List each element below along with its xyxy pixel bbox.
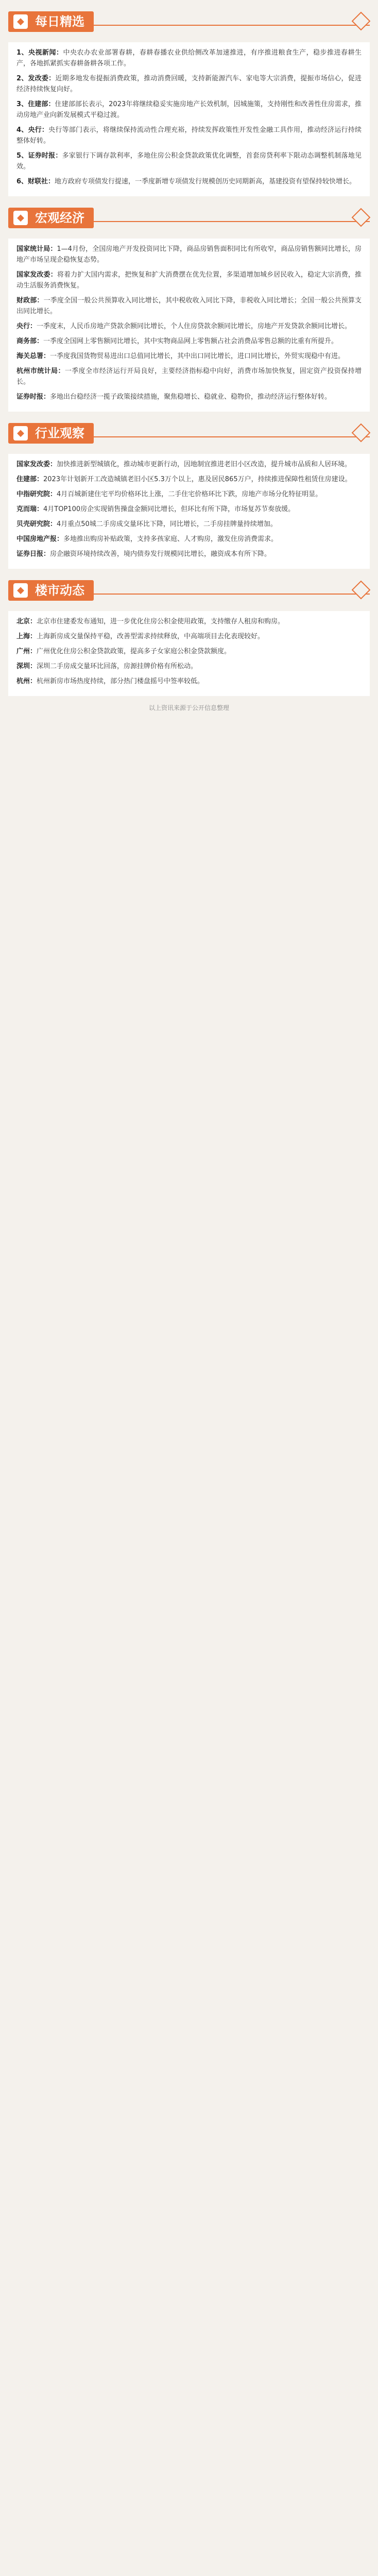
news-item: [16, 244, 362, 265]
news-source-label: 海关总署：: [16, 352, 50, 360]
news-item: [16, 351, 362, 362]
news-item: [16, 366, 362, 387]
news-text: 加快推进新型城镇化，推动城市更新行动，因地制宜推进老旧小区改造，提升城市品质和人居环境。: [57, 461, 352, 468]
news-text: 一季度我国货物贸易进出口总值同比增长，其中出口同比增长，进口同比增长，外贸实现稳中有进。: [50, 352, 345, 360]
news-item: [16, 392, 362, 402]
news-text: 1—4月份，全国房地产开发投资同比下降，商品房销售面积同比有所收窄，商品房销售额同比增长，房地产市场呈现企稳恢复态势。: [16, 245, 362, 264]
news-text: 上海新房成交量保持平稳，改善型需求持续释放，中高端项目去化表现较好。: [37, 633, 265, 640]
news-item: [16, 549, 362, 560]
section-title: [8, 11, 94, 32]
news-source-label: 北京：: [16, 618, 37, 625]
section-title: [8, 208, 94, 228]
news-source-label: 国家统计局：: [16, 245, 57, 253]
news-source-label: 证券日报：: [16, 550, 50, 558]
news-text: 广州优化住房公积金贷款政策，提高多子女家庭公积金贷款额度。: [37, 648, 231, 655]
news-item: [16, 150, 362, 172]
news-text: 北京市住建委发布通知，进一步优化住房公积金使用政策，支持缴存人租房和购房。: [37, 618, 285, 625]
news-source-label: 杭州：: [16, 677, 37, 685]
section-title: [8, 580, 94, 601]
news-item: [16, 661, 362, 672]
footer-note: 以上资讯来源于公开信息整理: [148, 704, 229, 711]
news-item: [16, 321, 362, 332]
news-item: [16, 646, 362, 657]
news-item: [16, 73, 362, 95]
news-item: [16, 99, 362, 121]
news-text: 房企融资环境持续改善，境内债券发行规模同比增长，融资成本有所下降。: [50, 550, 271, 558]
section-title-text: 每日精选: [35, 14, 84, 29]
news-source-label: 杭州市统计局：: [16, 367, 65, 375]
news-text: 地方政府专项债发行提速，一季度新增专项债发行规模创历史同期新高，基建投资有望保持较快增长。: [55, 178, 356, 185]
news-text: 多地出台稳经济一揽子政策接续措施，聚焦稳增长、稳就业、稳物价，推动经济运行整体好转。: [50, 393, 332, 401]
news-item: [16, 504, 362, 515]
content-area: [0, 9, 378, 712]
industry-icon: ◆: [13, 426, 28, 440]
news-item: [16, 676, 362, 687]
news-text: 中央农办农业部署春耕，春耕春播农业供给侧改革加速推进，有序推进粮食生产，稳步推进春耕生产，各地抓紧抓实春耕备耕各项工作。: [16, 49, 362, 67]
news-text: 央行等部门表示，将继续保持流动性合理充裕，持续发挥政策性开发性金融工具作用，推动经济运行持续整体好转。: [16, 126, 362, 145]
diamond-icon: [352, 12, 371, 31]
news-source-label: 4、央行：: [16, 126, 49, 134]
news-source-label: 央行：: [16, 323, 37, 330]
news-source-label: 5、证券时报：: [16, 152, 62, 160]
news-item: [16, 474, 362, 485]
news-source-label: 2、发改委：: [16, 75, 56, 82]
news-item: [16, 336, 362, 347]
news-source-label: 中指研究院：: [16, 490, 57, 498]
news-source-label: 3、住建部：: [16, 100, 55, 108]
news-source-label: 深圳：: [16, 663, 37, 670]
property-icon: ◆: [13, 583, 28, 598]
news-text: 住建部部长表示，2023年将继续稳妥实施房地产长效机制，因城施策，支持刚性和改善性住房需求，推动房地产业向新发展模式平稳过渡。: [16, 100, 362, 119]
news-item: [16, 519, 362, 530]
news-source-label: 1、央视新闻：: [16, 49, 63, 57]
section-body: [8, 239, 370, 412]
news-text: 一季度全国网上零售额同比增长，其中实物商品网上零售额占社会消费品零售总额的比重有所提升。: [43, 337, 338, 345]
news-item: [16, 295, 362, 317]
news-item: [16, 631, 362, 642]
diamond-icon: [352, 423, 371, 443]
section-title: [8, 423, 94, 444]
news-item: [16, 459, 362, 470]
news-text: 4月百城新建住宅平均价格环比上涨，二手住宅价格环比下跌，房地产市场分化特征明显。: [57, 490, 322, 498]
news-source-label: 证券时报：: [16, 393, 50, 401]
news-text: 一季度全国一般公共预算收入同比增长，其中税收收入同比下降，非税收入同比增长；全国一般公共预算支出同比增长。: [16, 297, 362, 315]
section-body: [8, 42, 370, 196]
news-text: 深圳二手房成交量环比回落，房源挂牌价格有所松动。: [37, 663, 198, 670]
news-source-label: 上海：: [16, 633, 37, 640]
news-text: 4月重点50城二手房成交量环比下降，同比增长，二手房挂牌量持续增加。: [57, 520, 277, 528]
news-text: 近期多地发布提振消费政策，推动消费回暖，支持新能源汽车、家电等大宗消费，提振市场信心，促进经济持续恢复向好。: [16, 75, 362, 93]
news-source-label: 国家发改委：: [16, 461, 57, 468]
section-header: [8, 421, 370, 448]
news-text: 将着力扩大国内需求，把恢复和扩大消费摆在优先位置，多渠道增加城乡居民收入，稳定大宗消费，推动生活服务消费恢复。: [16, 271, 362, 290]
news-source-label: 广州：: [16, 648, 37, 655]
news-item: [16, 176, 362, 187]
daily-icon: ◆: [13, 14, 28, 29]
section-title-text: 行业观察: [35, 426, 84, 440]
news-source-label: 财政部：: [16, 297, 44, 304]
news-text: 多家银行下调存款利率，多地住房公积金贷款政策优化调整，首套房贷利率下限动态调整机制落地见效。: [16, 152, 362, 171]
news-item: [16, 534, 362, 545]
news-source-label: 贝壳研究院：: [16, 520, 57, 528]
news-source-label: 商务部：: [16, 337, 44, 345]
news-text: 多地推出购房补贴政策，支持多孩家庭、人才购房，激发住房消费需求。: [63, 535, 278, 543]
news-item: [16, 269, 362, 291]
section-body: [8, 454, 370, 569]
news-item: [16, 616, 362, 627]
diamond-icon: [352, 581, 371, 600]
news-source-label: 中国房地产报：: [16, 535, 64, 543]
news-source-label: 克而瑞：: [16, 505, 44, 513]
section-title-text: 宏观经济: [35, 211, 84, 225]
news-text: 杭州新房市场热度持续，部分热门楼盘摇号中签率较低。: [37, 677, 204, 685]
news-item: [16, 489, 362, 500]
news-text: 2023年计划新开工改造城镇老旧小区5.3万个以上，惠及居民865万户，持续推进保障性租赁住房建设。: [43, 476, 352, 483]
news-source-label: 国家发改委：: [16, 271, 57, 279]
macro-icon: ◆: [13, 211, 28, 225]
section-header: [8, 206, 370, 232]
news-text: 4月TOP100房企实现销售操盘金额同比增长，但环比有所下降，市场复苏节奏放缓。: [43, 505, 295, 513]
news-source-label: 住建部：: [16, 476, 44, 483]
section-title-text: 楼市动态: [35, 583, 84, 598]
section-body: [8, 611, 370, 696]
news-text: 一季度末，人民币房地产贷款余额同比增长，个人住房贷款余额同比增长，房地产开发贷款余额同比增长。: [37, 323, 352, 330]
news-source-label: 6、财联社：: [16, 178, 55, 185]
diamond-icon: [352, 208, 371, 227]
section-header: [8, 9, 370, 36]
section-header: [8, 578, 370, 605]
news-text: 一季度全市经济运行开局良好，主要经济指标稳中向好，消费市场加快恢复，固定资产投资保持增长。: [16, 367, 362, 386]
news-item: [16, 47, 362, 69]
news-item: [16, 125, 362, 146]
